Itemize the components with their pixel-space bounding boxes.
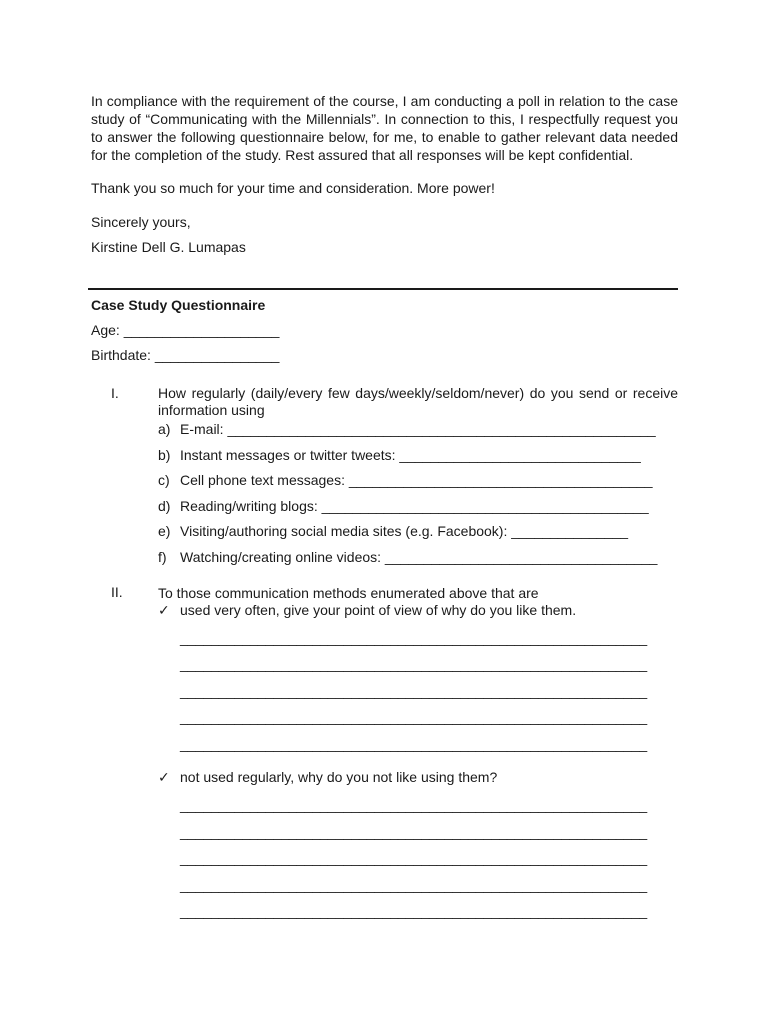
answer-line[interactable]: ____________________________________________________________ [180,630,648,646]
answer-line[interactable]: ____________________________________________________________ [180,736,648,752]
birthdate-field[interactable]: Birthdate: ________________ [91,347,280,363]
item-text: Reading/writing blogs: __________________________________________ [180,498,649,514]
sub-question-text: used very often, give your point of view of why do you like them. [180,602,577,618]
check-icon: ✓ [158,769,170,785]
item-text: Visiting/authoring social media sites (e.g. Facebook): _______________ [180,523,629,539]
closing-line: Sincerely yours, [91,214,191,230]
section-number: I. [111,385,119,401]
questionnaire-title: Case Study Questionnaire [91,297,266,313]
list-item[interactable] [158,420,656,438]
letter [91,92,678,256]
sub-question-liked [158,601,576,619]
answer-line[interactable]: ____________________________________________________________ [180,877,648,893]
item-text: Cell phone text messages: _______________________________________ [180,472,653,488]
list-item[interactable] [158,548,657,566]
signer-name: Kirstine Dell G. Lumapas [91,239,246,255]
item-label: a) [158,421,171,437]
item-label: b) [158,447,171,463]
item-text: Watching/creating online videos: ___________________________________ [180,549,658,565]
thanks-line: Thank you so much for your time and consideration. More power! [91,180,495,196]
answer-line[interactable]: ____________________________________________________________ [180,850,648,866]
questionnaire [91,296,678,919]
item-label: f) [158,549,167,565]
section-prompt: To those communication methods enumerated above that are [158,585,539,601]
age-field[interactable]: Age: ____________________ [91,322,280,338]
list-item[interactable] [158,471,653,489]
list-item[interactable] [158,497,649,515]
section-number: II. [111,584,123,600]
intro-paragraph: In compliance with the requirement of the course, I am conducting a poll in relation to the case study of “Communicating with the Millennials”. In connection to this, I respectfully request you to answer the following questionnaire below, for me, to enable to gather relevant data needed for the completion of the study. Rest assured that all responses will be kept confidential. [91,93,678,163]
item-label: e) [158,523,171,539]
divider-rule [88,288,678,290]
check-icon: ✓ [158,602,170,618]
section-prompt: How regularly (daily/every few days/weekly/seldom/never) do you send or receive information using [158,385,678,418]
answer-line[interactable]: ____________________________________________________________ [180,824,648,840]
list-item[interactable] [158,446,641,464]
item-label: d) [158,498,171,514]
answer-line[interactable]: ____________________________________________________________ [180,656,648,672]
item-text: E-mail: _______________________________________________________ [180,421,656,437]
answer-line[interactable]: ____________________________________________________________ [180,709,648,725]
answer-line[interactable]: ____________________________________________________________ [180,797,648,813]
sub-question-disliked [158,768,497,786]
answer-line[interactable]: ____________________________________________________________ [180,903,648,919]
sub-question-text: not used regularly, why do you not like using them? [180,769,498,785]
item-text: Instant messages or twitter tweets: _______________________________ [180,447,641,463]
item-label: c) [158,472,170,488]
answer-line[interactable]: ____________________________________________________________ [180,683,648,699]
list-item[interactable] [158,522,628,540]
